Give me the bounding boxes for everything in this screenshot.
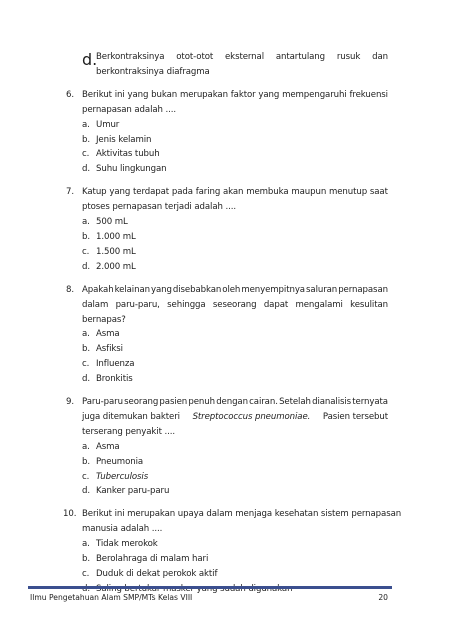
stem-line-1: Berikut ini yang bukan merupakan faktor yang mempengaruhi frekuensi [82,89,388,100]
question-6 [66,88,388,177]
question-stem [66,185,388,215]
question-9 [66,395,388,499]
option-a: a. Tidak merokok [82,539,158,550]
stem-line-1: Apakah kelainan yang disebabkan oleh menyempitnya saluran pernapasan [82,284,388,295]
stem-line-2: manusia adalah .... [82,524,163,535]
option-b: b. Jenis kelamin [82,134,152,145]
option-b: b. Asfiksi [82,344,123,355]
question-list [63,50,402,597]
option-d: d. Bronkitis [82,374,133,385]
option-c: c. Aktivitas tubuh [82,149,160,160]
option-text-line-2: berkontraksinya diafragma [96,66,210,77]
option-list [66,215,388,275]
option-b: b. Pneumonia [82,456,144,467]
stem-line-2: ptoses pernapasan terjadi adalah .... [82,202,237,213]
option-a: a. 500 mL [82,217,128,228]
stem-line-1: Berikut ini merupakan upaya dalam menjaga kesehatan sistem pernapasan [82,509,402,520]
option-list [66,327,388,387]
option-c: c. Influenza [82,359,135,370]
option-list [66,118,388,178]
option-a: a. Asma [82,329,120,340]
stem-line-3: terserang penyakit .... [82,426,176,437]
stem-line-2: juga ditemukan bakteri Streptococcus pneumoniae. Pasien tersebut [82,410,388,425]
option-c: c. 1.500 mL [82,246,136,257]
question-10 [63,507,402,596]
option-a: a. Umur [82,119,120,130]
option-b: b. Berolahraga di malam hari [82,554,209,565]
question-5-tail [66,50,388,80]
footer-book-title: Ilmu Pengetahuan Alam SMP/MTs Kelas VIII [30,593,193,602]
option-b: b. 1.000 mL [82,231,136,242]
question-number: 10. [63,509,77,520]
page-number: 20 [378,593,388,602]
stem-line-3: bernapas? [82,314,126,325]
stem-line-2: pernapasan adalah .... [82,104,177,115]
question-stem [66,395,388,440]
option-d: d. 2.000 mL [82,261,136,272]
question-number: 7. [66,187,74,198]
option-d: d. Suhu lingkungan [82,164,167,175]
question-number: 9. [66,397,74,408]
option-a: a. Asma [82,441,120,452]
question-stem [63,507,402,537]
option-c: c. Duduk di dekat perokok aktif [82,569,218,579]
question-number: 6. [66,89,74,100]
stem-line-1: Paru-paru seorang pasien penuh dengan cairan. Setelah dianalisis ternyata [82,397,388,408]
option-letter: d. [82,50,98,69]
option-c: c. Tuberculosis [82,471,149,482]
question-8 [66,283,388,387]
question-number: 8. [66,284,74,295]
option-text-line-1: Berkontraksinya otot-otot eksternal antartulang rusuk dan [96,52,388,62]
stem-line-1: Katup yang terdapat pada faring akan membuka maupun menutup saat [82,187,388,198]
question-stem [66,283,388,328]
question-stem [66,88,388,118]
footer-divider [28,586,392,589]
option-d [82,50,388,80]
question-7 [66,185,388,274]
bacteria-name: Streptococcus pneumoniae. [192,411,311,422]
stem-line-2: dalam paru-paru, sehingga seseorang dapat mengalami kesulitan [82,299,388,310]
option-list [66,440,388,500]
option-d: d. Kanker paru-paru [82,486,170,497]
